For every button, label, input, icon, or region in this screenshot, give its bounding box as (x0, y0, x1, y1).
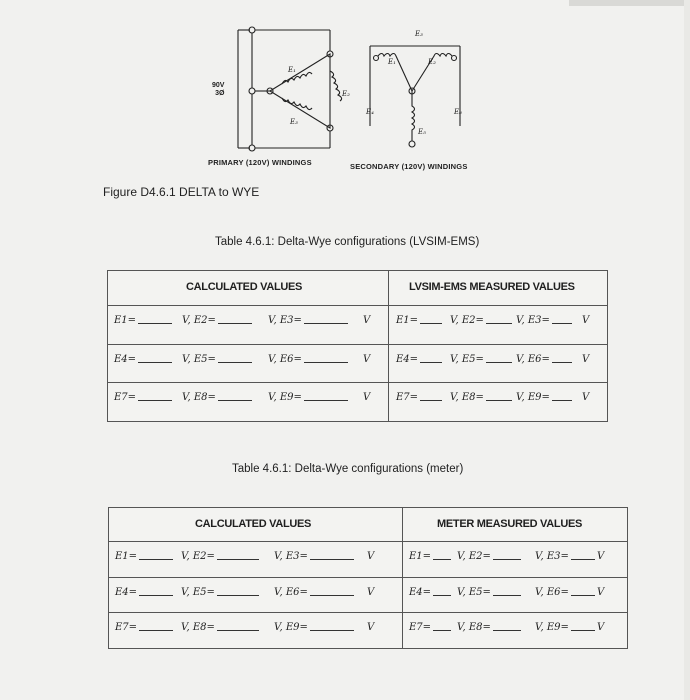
right-cell-r3-c2 (450, 392, 514, 403)
voltage-label (212, 82, 224, 98)
left-cell-r3-c2 (182, 392, 254, 403)
left-cell-r2-c2 (182, 354, 254, 365)
left-cell-r1-c1 (115, 551, 175, 562)
cell-text: V, E8= (450, 392, 484, 403)
lvsim-table (107, 270, 608, 422)
cell-text: V (597, 622, 605, 633)
right-cell-r1-c2 (457, 551, 523, 562)
cell-text: V, E8= (182, 392, 216, 403)
left-cell-r2-c1 (115, 587, 175, 598)
calculated-values-header: CALCULATED VALUES (186, 281, 303, 293)
cell-text: E1= (396, 315, 419, 326)
answer-blank[interactable] (493, 629, 521, 631)
cell-text: V, E2= (457, 551, 491, 562)
measured-values-header: LVSIM-EMS MEASURED VALUES (409, 281, 575, 293)
delta-wye-diagram (190, 16, 510, 176)
left-cell-r3-c2 (181, 622, 261, 633)
table-rule (109, 612, 627, 613)
cell-text: V, E6= (268, 353, 302, 365)
cell-text: V, E9= (535, 622, 569, 633)
table2-title: Table 4.6.1: Delta-Wye configurations (meter) (232, 463, 464, 475)
cell-text: V, E3= (516, 315, 550, 326)
cell-text: V (367, 551, 375, 562)
cell-text: E7= (114, 392, 137, 403)
primary-windings-label: PRIMARY (120V) WINDINGS (208, 158, 312, 167)
svg-text:E₅: E₅ (418, 128, 426, 136)
left-cell-r1-c4 (367, 551, 374, 562)
answer-blank[interactable] (433, 558, 451, 560)
table-rule (388, 271, 389, 421)
answer-blank[interactable] (493, 594, 521, 596)
cell-text: V (597, 551, 605, 562)
cell-text: V, E5= (182, 353, 216, 365)
svg-text:E₂: E₂ (342, 90, 350, 98)
cell-text: E1= (114, 315, 137, 326)
answer-blank[interactable] (486, 361, 512, 363)
answer-blank[interactable] (217, 629, 259, 631)
wiring-diagram-icon (190, 16, 510, 176)
answer-blank[interactable] (486, 322, 512, 324)
answer-blank[interactable] (310, 629, 354, 631)
answer-blank[interactable] (304, 361, 348, 363)
measured-values-header: METER MEASURED VALUES (437, 518, 583, 530)
answer-blank[interactable] (218, 399, 252, 401)
cell-text: E7= (115, 622, 138, 633)
answer-blank[interactable] (420, 361, 442, 363)
cell-text: V, E3= (535, 551, 569, 562)
svg-text:E₁: E₁ (388, 58, 396, 66)
answer-blank[interactable] (552, 361, 572, 363)
cell-text: E1= (409, 551, 432, 562)
cell-text: E7= (409, 622, 432, 633)
answer-blank[interactable] (138, 361, 172, 363)
table-rule (109, 577, 627, 578)
right-cell-r2-c2 (450, 354, 514, 365)
table-rule (108, 305, 607, 306)
right-cell-r3-c3 (516, 392, 574, 403)
cell-text: V, E3= (274, 551, 308, 562)
table-rule (108, 382, 607, 383)
cell-text: V, E8= (181, 622, 215, 633)
meter-table (108, 507, 628, 649)
table-rule (108, 344, 607, 345)
answer-blank[interactable] (217, 594, 259, 596)
right-cell-r2-c4 (582, 354, 589, 365)
cell-text: V, E9= (516, 392, 550, 403)
cell-text: V (597, 586, 605, 598)
answer-blank[interactable] (552, 399, 572, 401)
right-cell-r3-c4 (582, 392, 589, 403)
cell-text: V, E5= (181, 586, 215, 598)
answer-blank[interactable] (139, 629, 173, 631)
cell-text: V, E2= (182, 315, 216, 326)
right-cell-r1-c3 (535, 551, 597, 562)
top-edge-strip (569, 0, 684, 6)
answer-blank[interactable] (138, 322, 172, 324)
left-cell-r3-c4 (367, 622, 374, 633)
answer-blank[interactable] (420, 322, 442, 324)
cell-text: E4= (115, 586, 138, 598)
answer-blank[interactable] (139, 558, 173, 560)
cell-text: V, E9= (268, 392, 302, 403)
left-cell-r3-c3 (268, 392, 350, 403)
left-cell-r1-c4 (363, 315, 370, 326)
cell-text: V, E5= (457, 586, 491, 598)
answer-blank[interactable] (571, 629, 595, 631)
right-cell-r3-c3 (535, 622, 597, 633)
cell-text: E4= (114, 353, 137, 365)
right-cell-r2-c1 (409, 587, 453, 598)
cell-text: V, E8= (457, 622, 491, 633)
table-rule (109, 541, 627, 542)
right-cell-r2-c4 (597, 587, 604, 598)
left-cell-r1-c3 (268, 315, 350, 326)
answer-blank[interactable] (310, 594, 354, 596)
cell-text: V, E6= (274, 586, 308, 598)
cell-text: V, E2= (181, 551, 215, 562)
answer-blank[interactable] (420, 399, 442, 401)
voltage-value: 90V (212, 82, 225, 89)
left-cell-r2-c3 (274, 587, 356, 598)
right-cell-r3-c2 (457, 622, 523, 633)
left-cell-r3-c4 (363, 392, 370, 403)
answer-blank[interactable] (304, 322, 348, 324)
cell-text: V (582, 315, 590, 326)
left-cell-r2-c1 (114, 354, 174, 365)
left-cell-r3-c3 (274, 622, 356, 633)
cell-text: E7= (396, 392, 419, 403)
answer-blank[interactable] (552, 322, 572, 324)
cell-text: V, E3= (268, 315, 302, 326)
right-cell-r2-c1 (396, 354, 444, 365)
cell-text: V (582, 392, 590, 403)
answer-blank[interactable] (571, 594, 595, 596)
cell-text: E1= (115, 551, 138, 562)
cell-text: V (363, 392, 371, 403)
svg-text:E₂: E₂ (428, 58, 436, 66)
left-cell-r3-c1 (115, 622, 175, 633)
right-cell-r2-c3 (535, 587, 597, 598)
cell-text: E4= (409, 586, 432, 598)
figure-caption: Figure D4.6.1 DELTA to WYE (103, 185, 260, 199)
answer-blank[interactable] (493, 558, 521, 560)
left-cell-r3-c1 (114, 392, 174, 403)
right-cell-r3-c4 (597, 622, 604, 633)
left-cell-r2-c2 (181, 587, 261, 598)
svg-text:E₄: E₄ (366, 108, 374, 116)
cell-text: V (367, 622, 375, 633)
phase-value: 3Ø (215, 90, 225, 97)
right-cell-r1-c3 (516, 315, 574, 326)
answer-blank[interactable] (218, 361, 252, 363)
cell-text: V, E9= (274, 622, 308, 633)
left-cell-r1-c1 (114, 315, 174, 326)
secondary-windings-label: SECONDARY (120V) WINDINGS (350, 162, 468, 171)
answer-blank[interactable] (433, 629, 451, 631)
right-cell-r1-c4 (582, 315, 589, 326)
left-cell-r1-c2 (182, 315, 254, 326)
left-cell-r1-c3 (274, 551, 356, 562)
answer-blank[interactable] (217, 558, 259, 560)
cell-text: V, E2= (450, 315, 484, 326)
left-cell-r2-c4 (367, 587, 374, 598)
cell-text: V, E5= (450, 353, 484, 365)
table1-title: Table 4.6.1: Delta-Wye configurations (LVSIM-EMS) (215, 236, 480, 248)
right-cell-r2-c2 (457, 587, 523, 598)
answer-blank[interactable] (218, 322, 252, 324)
right-cell-r2-c3 (516, 354, 574, 365)
left-cell-r1-c2 (181, 551, 261, 562)
cell-text: V, E6= (535, 586, 569, 598)
answer-blank[interactable] (486, 399, 512, 401)
cell-text: E4= (396, 353, 419, 365)
left-cell-r2-c4 (363, 354, 370, 365)
right-cell-r3-c1 (396, 392, 444, 403)
cell-text: V (363, 353, 371, 365)
cell-text: V (582, 353, 590, 365)
svg-text:E₁: E₁ (288, 66, 296, 74)
right-cell-r3-c1 (409, 622, 453, 633)
calculated-values-header: CALCULATED VALUES (195, 518, 312, 530)
answer-blank[interactable] (310, 558, 354, 560)
right-cell-r1-c2 (450, 315, 514, 326)
right-cell-r1-c1 (396, 315, 444, 326)
cell-text: V, E6= (516, 353, 550, 365)
cell-text: V (367, 586, 375, 598)
answer-blank[interactable] (433, 594, 451, 596)
svg-text:E₆: E₆ (454, 108, 462, 116)
left-cell-r2-c3 (268, 354, 350, 365)
table-rule (402, 508, 403, 648)
cell-text: V (363, 315, 371, 326)
answer-blank[interactable] (571, 558, 595, 560)
svg-text:E₃: E₃ (290, 118, 298, 126)
answer-blank[interactable] (304, 399, 348, 401)
svg-text:E₃: E₃ (415, 30, 423, 38)
answer-blank[interactable] (139, 594, 173, 596)
answer-blank[interactable] (138, 399, 172, 401)
right-cell-r1-c1 (409, 551, 453, 562)
right-cell-r1-c4 (597, 551, 604, 562)
